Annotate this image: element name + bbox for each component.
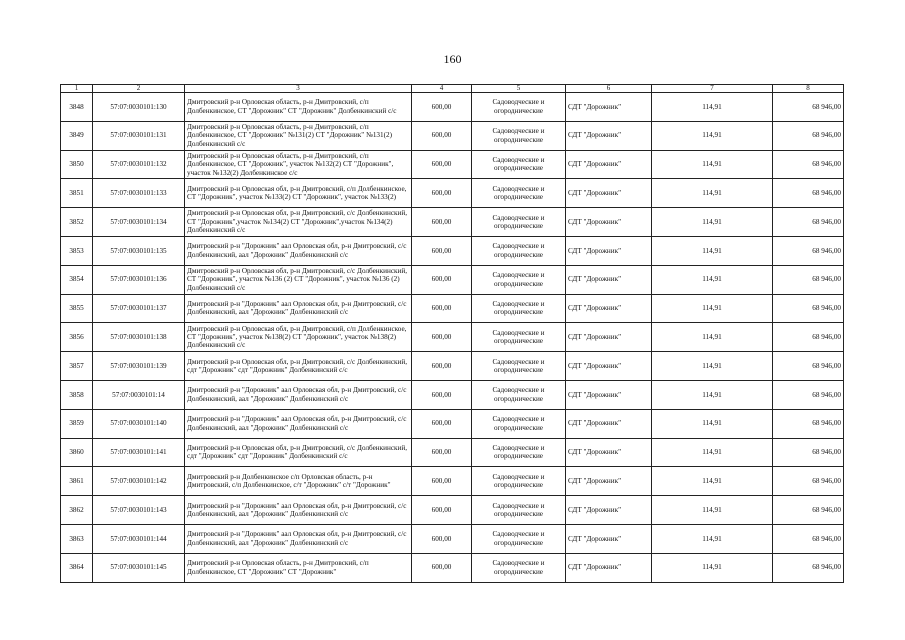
table-row — [61, 236, 844, 265]
area-cell: 600,00 — [412, 438, 472, 467]
row-number: 3856 — [61, 323, 93, 352]
price-cell: 114,91 — [652, 467, 773, 496]
table-row — [61, 524, 844, 553]
value-cell: 68 946,00 — [773, 467, 844, 496]
address-cell: Дмитровский р-н "Дорожник" аал Орловская обл, р-н Дмитровский, с/с Долбенкинский, аал "Дорожник" Долбенкинский с/с — [185, 409, 412, 438]
column-header: 1 — [61, 85, 93, 93]
cadastral-number: 57:07:0030101:143 — [93, 496, 185, 525]
price-cell: 114,91 — [652, 438, 773, 467]
land-use-cell: Садоводческие и огороднические — [472, 352, 566, 381]
value-cell: 68 946,00 — [773, 553, 844, 582]
row-number: 3858 — [61, 380, 93, 409]
table-row — [61, 121, 844, 150]
address-cell: Дмитровский р-н "Дорожник" аал Орловская обл, р-н Дмитровский, с/с Долбенкинский, аал "Дорожник" Долбенкинский с/с — [185, 496, 412, 525]
organization-cell: СДТ "Дорожник" — [566, 380, 652, 409]
address-cell: Дмитровский р-н Орловская обл, р-н Дмитровский, с/п Долбенкинское, СТ "Дорожник", участок №138(2) СТ "Дорожник", участок №138(2) Долбенкинский с/с — [185, 323, 412, 352]
row-number: 3863 — [61, 524, 93, 553]
price-cell: 114,91 — [652, 265, 773, 294]
column-header: 5 — [472, 85, 566, 93]
row-number: 3859 — [61, 409, 93, 438]
column-header: 7 — [652, 85, 773, 93]
area-cell: 600,00 — [412, 236, 472, 265]
land-use-cell: Садоводческие и огороднические — [472, 208, 566, 237]
land-use-cell: Садоводческие и огороднические — [472, 553, 566, 582]
cadastral-number: 57:07:0030101:144 — [93, 524, 185, 553]
price-cell: 114,91 — [652, 380, 773, 409]
row-number: 3849 — [61, 121, 93, 150]
table-row — [61, 409, 844, 438]
area-cell: 600,00 — [412, 179, 472, 208]
area-cell: 600,00 — [412, 323, 472, 352]
cadastral-number: 57:07:0030101:130 — [93, 93, 185, 122]
cadastral-number: 57:07:0030101:134 — [93, 208, 185, 237]
cadastral-number: 57:07:0030101:145 — [93, 553, 185, 582]
land-use-cell: Садоводческие и огороднические — [472, 179, 566, 208]
table-row — [61, 323, 844, 352]
organization-cell: СДТ "Дорожник" — [566, 179, 652, 208]
address-cell: Дмитровский р-н "Дорожник" аал Орловская обл, р-н Дмитровский, с/с Долбенкинский, аал "Дорожник" Долбенкинский с/с — [185, 236, 412, 265]
price-cell: 114,91 — [652, 121, 773, 150]
price-cell: 114,91 — [652, 208, 773, 237]
organization-cell: СДТ "Дорожник" — [566, 409, 652, 438]
value-cell: 68 946,00 — [773, 409, 844, 438]
column-header: 2 — [93, 85, 185, 93]
land-use-cell: Садоводческие и огороднические — [472, 409, 566, 438]
row-number: 3852 — [61, 208, 93, 237]
cadastral-number: 57:07:0030101:141 — [93, 438, 185, 467]
row-number: 3854 — [61, 265, 93, 294]
column-header: 8 — [773, 85, 844, 93]
cadastral-number: 57:07:0030101:142 — [93, 467, 185, 496]
land-use-cell: Садоводческие и огороднические — [472, 236, 566, 265]
cadastral-number: 57:07:0030101:14 — [93, 380, 185, 409]
area-cell: 600,00 — [412, 265, 472, 294]
page-number: 160 — [443, 52, 462, 66]
area-cell: 600,00 — [412, 121, 472, 150]
price-cell: 114,91 — [652, 179, 773, 208]
value-cell: 68 946,00 — [773, 179, 844, 208]
value-cell: 68 946,00 — [773, 524, 844, 553]
table-row — [61, 294, 844, 323]
table-row — [61, 150, 844, 179]
land-use-cell: Садоводческие и огороднические — [472, 524, 566, 553]
area-cell: 600,00 — [412, 150, 472, 179]
table-row — [61, 438, 844, 467]
value-cell: 68 946,00 — [773, 265, 844, 294]
area-cell: 600,00 — [412, 409, 472, 438]
organization-cell: СДТ "Дорожник" — [566, 93, 652, 122]
address-cell: Дмитровский р-н Орловская обл, р-н Дмитровский, с/с Долбенкинский, СТ "Дорожник",участок №134(2) СТ "Дорожник",участок №134(2) Долбенкинский с/с — [185, 208, 412, 237]
cadastral-number: 57:07:0030101:135 — [93, 236, 185, 265]
row-number: 3862 — [61, 496, 93, 525]
price-cell: 114,91 — [652, 323, 773, 352]
price-cell: 114,91 — [652, 294, 773, 323]
land-use-cell: Садоводческие и огороднические — [472, 294, 566, 323]
land-use-cell: Садоводческие и огороднические — [472, 265, 566, 294]
cadastral-number: 57:07:0030101:133 — [93, 179, 185, 208]
land-use-cell: Садоводческие и огороднические — [472, 121, 566, 150]
value-cell: 68 946,00 — [773, 294, 844, 323]
address-cell: Дмитровский р-н Орловская область, р-н Дмитровский, с/п Долбенкинское, СТ "Дорожник" СТ "Дорожник" — [185, 553, 412, 582]
price-cell: 114,91 — [652, 524, 773, 553]
price-cell: 114,91 — [652, 409, 773, 438]
cadastral-number: 57:07:0030101:132 — [93, 150, 185, 179]
value-cell: 68 946,00 — [773, 121, 844, 150]
row-number: 3857 — [61, 352, 93, 381]
price-cell: 114,91 — [652, 352, 773, 381]
price-cell: 114,91 — [652, 496, 773, 525]
cadastral-number: 57:07:0030101:137 — [93, 294, 185, 323]
value-cell: 68 946,00 — [773, 208, 844, 237]
area-cell: 600,00 — [412, 524, 472, 553]
value-cell: 68 946,00 — [773, 352, 844, 381]
land-use-cell: Садоводческие и огороднические — [472, 150, 566, 179]
address-cell: Дмитровский р-н "Дорожник" аал Орловская обл, р-н Дмитровский, с/с Долбенкинский, аал "Дорожник" Долбенкинский с/с — [185, 524, 412, 553]
land-register-table — [60, 84, 844, 583]
area-cell: 600,00 — [412, 352, 472, 381]
organization-cell: СДТ "Дорожник" — [566, 208, 652, 237]
address-cell: Дмитровский р-н Орловская область, р-н Дмитровский, с/п Долбенкинское, СТ "Дорожник" №131(2) СТ "Дорожник" №131(2) Долбенкинский с/с — [185, 121, 412, 150]
area-cell: 600,00 — [412, 553, 472, 582]
cadastral-number: 57:07:0030101:138 — [93, 323, 185, 352]
organization-cell: СДТ "Дорожник" — [566, 467, 652, 496]
address-cell: Дмитровский р-н Долбенкинское с/п Орловская область, р-н Дмитровский, с/п Долбенкинское, с/т "Дорожник" с/т "Дорожник" — [185, 467, 412, 496]
cadastral-number: 57:07:0030101:131 — [93, 121, 185, 150]
row-number: 3850 — [61, 150, 93, 179]
area-cell: 600,00 — [412, 294, 472, 323]
organization-cell: СДТ "Дорожник" — [566, 352, 652, 381]
column-header: 6 — [566, 85, 652, 93]
value-cell: 68 946,00 — [773, 496, 844, 525]
table-row — [61, 208, 844, 237]
organization-cell: СДТ "Дорожник" — [566, 150, 652, 179]
area-cell: 600,00 — [412, 380, 472, 409]
row-number: 3855 — [61, 294, 93, 323]
organization-cell: СДТ "Дорожник" — [566, 438, 652, 467]
organization-cell: СДТ "Дорожник" — [566, 323, 652, 352]
value-cell: 68 946,00 — [773, 93, 844, 122]
organization-cell: СДТ "Дорожник" — [566, 294, 652, 323]
land-use-cell: Садоводческие и огороднические — [472, 323, 566, 352]
address-cell: Дмитровский р-н "Дорожник" аал Орловская обл, р-н Дмитровский, с/с Долбенкинский, аал "Дорожник" Долбенкинский с/с — [185, 294, 412, 323]
row-number: 3853 — [61, 236, 93, 265]
organization-cell: СДТ "Дорожник" — [566, 121, 652, 150]
header-row — [61, 85, 844, 93]
value-cell: 68 946,00 — [773, 438, 844, 467]
price-cell: 114,91 — [652, 553, 773, 582]
area-cell: 600,00 — [412, 93, 472, 122]
area-cell: 600,00 — [412, 467, 472, 496]
row-number: 3851 — [61, 179, 93, 208]
row-number: 3848 — [61, 93, 93, 122]
address-cell: Дмитровский р-н "Дорожник" аал Орловская обл, р-н Дмитровский, с/с Долбенкинский, аал "Дорожник" Долбенкинский с/с — [185, 380, 412, 409]
organization-cell: СДТ "Дорожник" — [566, 524, 652, 553]
price-cell: 114,91 — [652, 93, 773, 122]
organization-cell: СДТ "Дорожник" — [566, 265, 652, 294]
land-use-cell: Садоводческие и огороднические — [472, 380, 566, 409]
value-cell: 68 946,00 — [773, 150, 844, 179]
table-row — [61, 352, 844, 381]
address-cell: Дмитровский р-н Орловская область, р-н Дмитровский, с/п Долбенкинское, СТ "Дорожник" СТ "Дорожник" Долбенкинский с/с — [185, 93, 412, 122]
price-cell: 114,91 — [652, 236, 773, 265]
price-cell: 114,91 — [652, 150, 773, 179]
table-row — [61, 265, 844, 294]
area-cell: 600,00 — [412, 496, 472, 525]
land-use-cell: Садоводческие и огороднические — [472, 496, 566, 525]
cadastral-number: 57:07:0030101:140 — [93, 409, 185, 438]
table-row — [61, 93, 844, 122]
organization-cell: СДТ "Дорожник" — [566, 496, 652, 525]
table-row — [61, 179, 844, 208]
land-use-cell: Садоводческие и огороднические — [472, 438, 566, 467]
table-row — [61, 553, 844, 582]
land-use-cell: Садоводческие и огороднические — [472, 93, 566, 122]
row-number: 3864 — [61, 553, 93, 582]
address-cell: Дмитровский р-н Орловская обл, р-н Дмитровский, с/п Долбенкинское, СТ "Дорожник", участок №133(2) СТ "Дорожник", участок №133(2) — [185, 179, 412, 208]
organization-cell: СДТ "Дорожник" — [566, 236, 652, 265]
column-header: 3 — [185, 85, 412, 93]
address-cell: Дмитровский р-н Орловская обл, р-н Дмитровский, с/с Долбенкинский, СТ "Дорожник", участок №136 (2) СТ "Дорожник", участок №136 (2) Долбенкинский с/с — [185, 265, 412, 294]
land-use-cell: Садоводческие и огороднические — [472, 467, 566, 496]
area-cell: 600,00 — [412, 208, 472, 237]
value-cell: 68 946,00 — [773, 236, 844, 265]
value-cell: 68 946,00 — [773, 380, 844, 409]
address-cell: Дмитровский р-н Орловская обл, р-н Дмитровский, с/с Долбенкинский, сдт "Дорожник" сдт "Дорожник" Долбенкинский с/с — [185, 352, 412, 381]
value-cell: 68 946,00 — [773, 323, 844, 352]
address-cell: Дмитровский р-н Орловская область, р-н Дмитровский, с/п Долбенкинское, СТ "Дорожник", участок №132(2) СТ "Дорожник", участок №132(2) Долбенкинское с/с — [185, 150, 412, 179]
table-row — [61, 467, 844, 496]
table-row — [61, 380, 844, 409]
row-number: 3860 — [61, 438, 93, 467]
column-header: 4 — [412, 85, 472, 93]
row-number: 3861 — [61, 467, 93, 496]
organization-cell: СДТ "Дорожник" — [566, 553, 652, 582]
table-row — [61, 496, 844, 525]
cadastral-number: 57:07:0030101:136 — [93, 265, 185, 294]
address-cell: Дмитровский р-н Орловская обл, р-н Дмитровский, с/с Долбенкинский, сдт "Дорожник" сдт "Дорожник" Долбенкинский с/с — [185, 438, 412, 467]
cadastral-number: 57:07:0030101:139 — [93, 352, 185, 381]
